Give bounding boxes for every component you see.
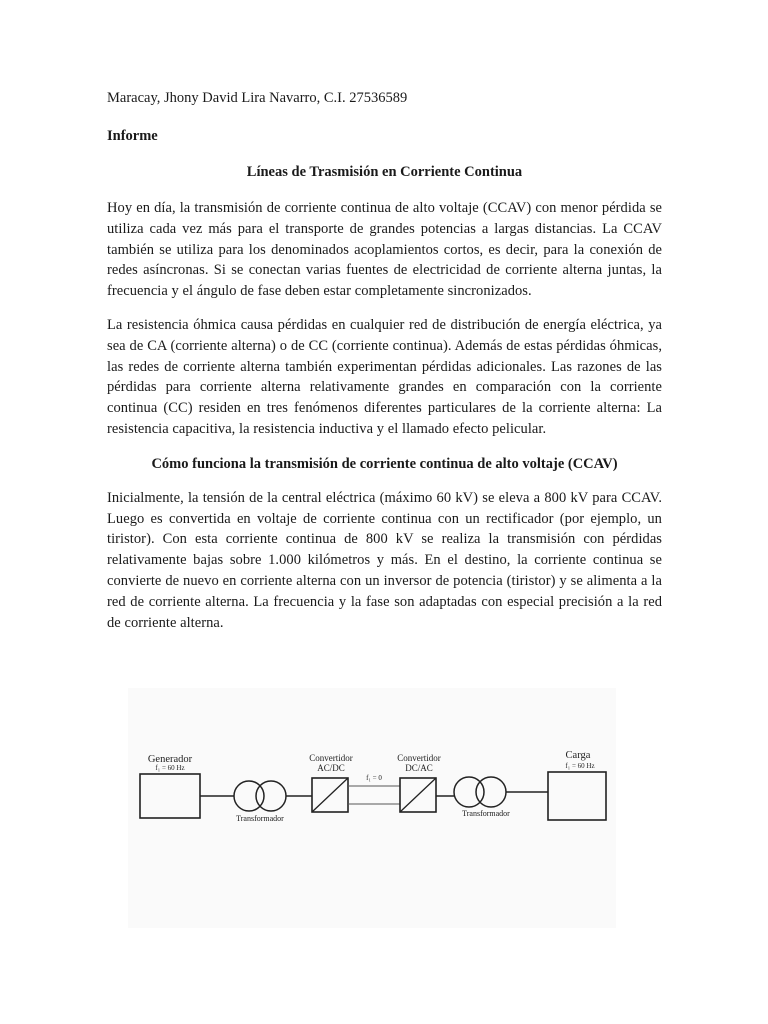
paragraph-2: La resistencia óhmica causa pérdidas en cualquier red de distribución de energía eléctrica, ya sea de CA (corriente alterna) o de CC (corriente continua). Además de estas pérdidas óhmicas, las redes de corriente alterna también experimentan pérdidas adicionales. Las razones de las pérdidas para corriente alterna relativamente grandes en comparación con la corriente continua (CC) residen en tres fenómenos diferentes particulares de la corriente alterna: La resistencia capacitiva, la resistencia inductiva y el llamado efecto pelicular. [107, 316, 662, 437]
converter-right-type: DC/AC [405, 763, 433, 773]
author-line: Maracay, Jhony David Lira Navarro, C.I. 27536589 [107, 90, 408, 106]
report-label: Informe [107, 128, 158, 144]
converter-acdc-diagonal [312, 778, 348, 812]
generator-frequency: f₁ = 60 Hz [155, 764, 185, 772]
transformer-left-coil-2 [256, 781, 286, 811]
transformer-left-label: Transformador [236, 814, 284, 823]
hvdc-diagram-figure [128, 688, 616, 928]
hvdc-diagram [128, 688, 616, 928]
generator-box [140, 774, 200, 818]
load-frequency: f₁ = 60 Hz [565, 762, 595, 770]
document-title: Líneas de Trasmisión en Corriente Continua [246, 164, 523, 180]
load-label: Carga [565, 750, 591, 761]
generator-label: Generador [147, 754, 193, 765]
load-box [548, 772, 606, 820]
transformer-right-coil-2 [476, 777, 506, 807]
converter-dcac-diagonal [400, 778, 436, 812]
section-paragraph: Inicialmente, la tensión de la central eléctrica (máximo 60 kV) se eleva a 800 kV para CCAV. Luego es convertida en voltaje de corriente continua con un rectificador (por ejemplo, un tiristor). Con esta corriente continua de 800 kV se realiza la transmisión con pérdidas relativamente bajas sobre 1.000 kilómetros y más. En el destino, la corriente continua se convierte de nuevo en corriente alterna con un inversor de potencia (tiristor) y se alimenta a la red de corriente alterna. La frecuencia y la fase son adaptadas con especial precisión a la red de corriente alterna. [107, 489, 662, 631]
paragraph-1: Hoy en día, la transmisión de corriente continua de alto voltaje (CCAV) con menor pérdida se utiliza cada vez más para el transporte de grandes potencias a largas distancias. La CCAV también se utiliza para los denominados acoplamientos cortos, es decir, para la conexión de redes asíncronas. Si se conectan varias fuentes de electricidad de corriente alterna juntas, la frecuencia y el ángulo de fase deben estar completamente sincronizados. [107, 200, 662, 300]
dc-frequency: f₁ = 0 [366, 774, 382, 782]
transformer-right-label: Transformador [462, 809, 510, 818]
converter-left-type: AC/DC [317, 763, 345, 773]
converter-right-label: Convertidor [397, 753, 441, 763]
converter-left-label: Convertidor [309, 753, 353, 763]
document-page [107, 88, 662, 646]
section-title: Cómo funciona la transmisión de corriente continua de alto voltaje (CCAV) [151, 455, 618, 472]
